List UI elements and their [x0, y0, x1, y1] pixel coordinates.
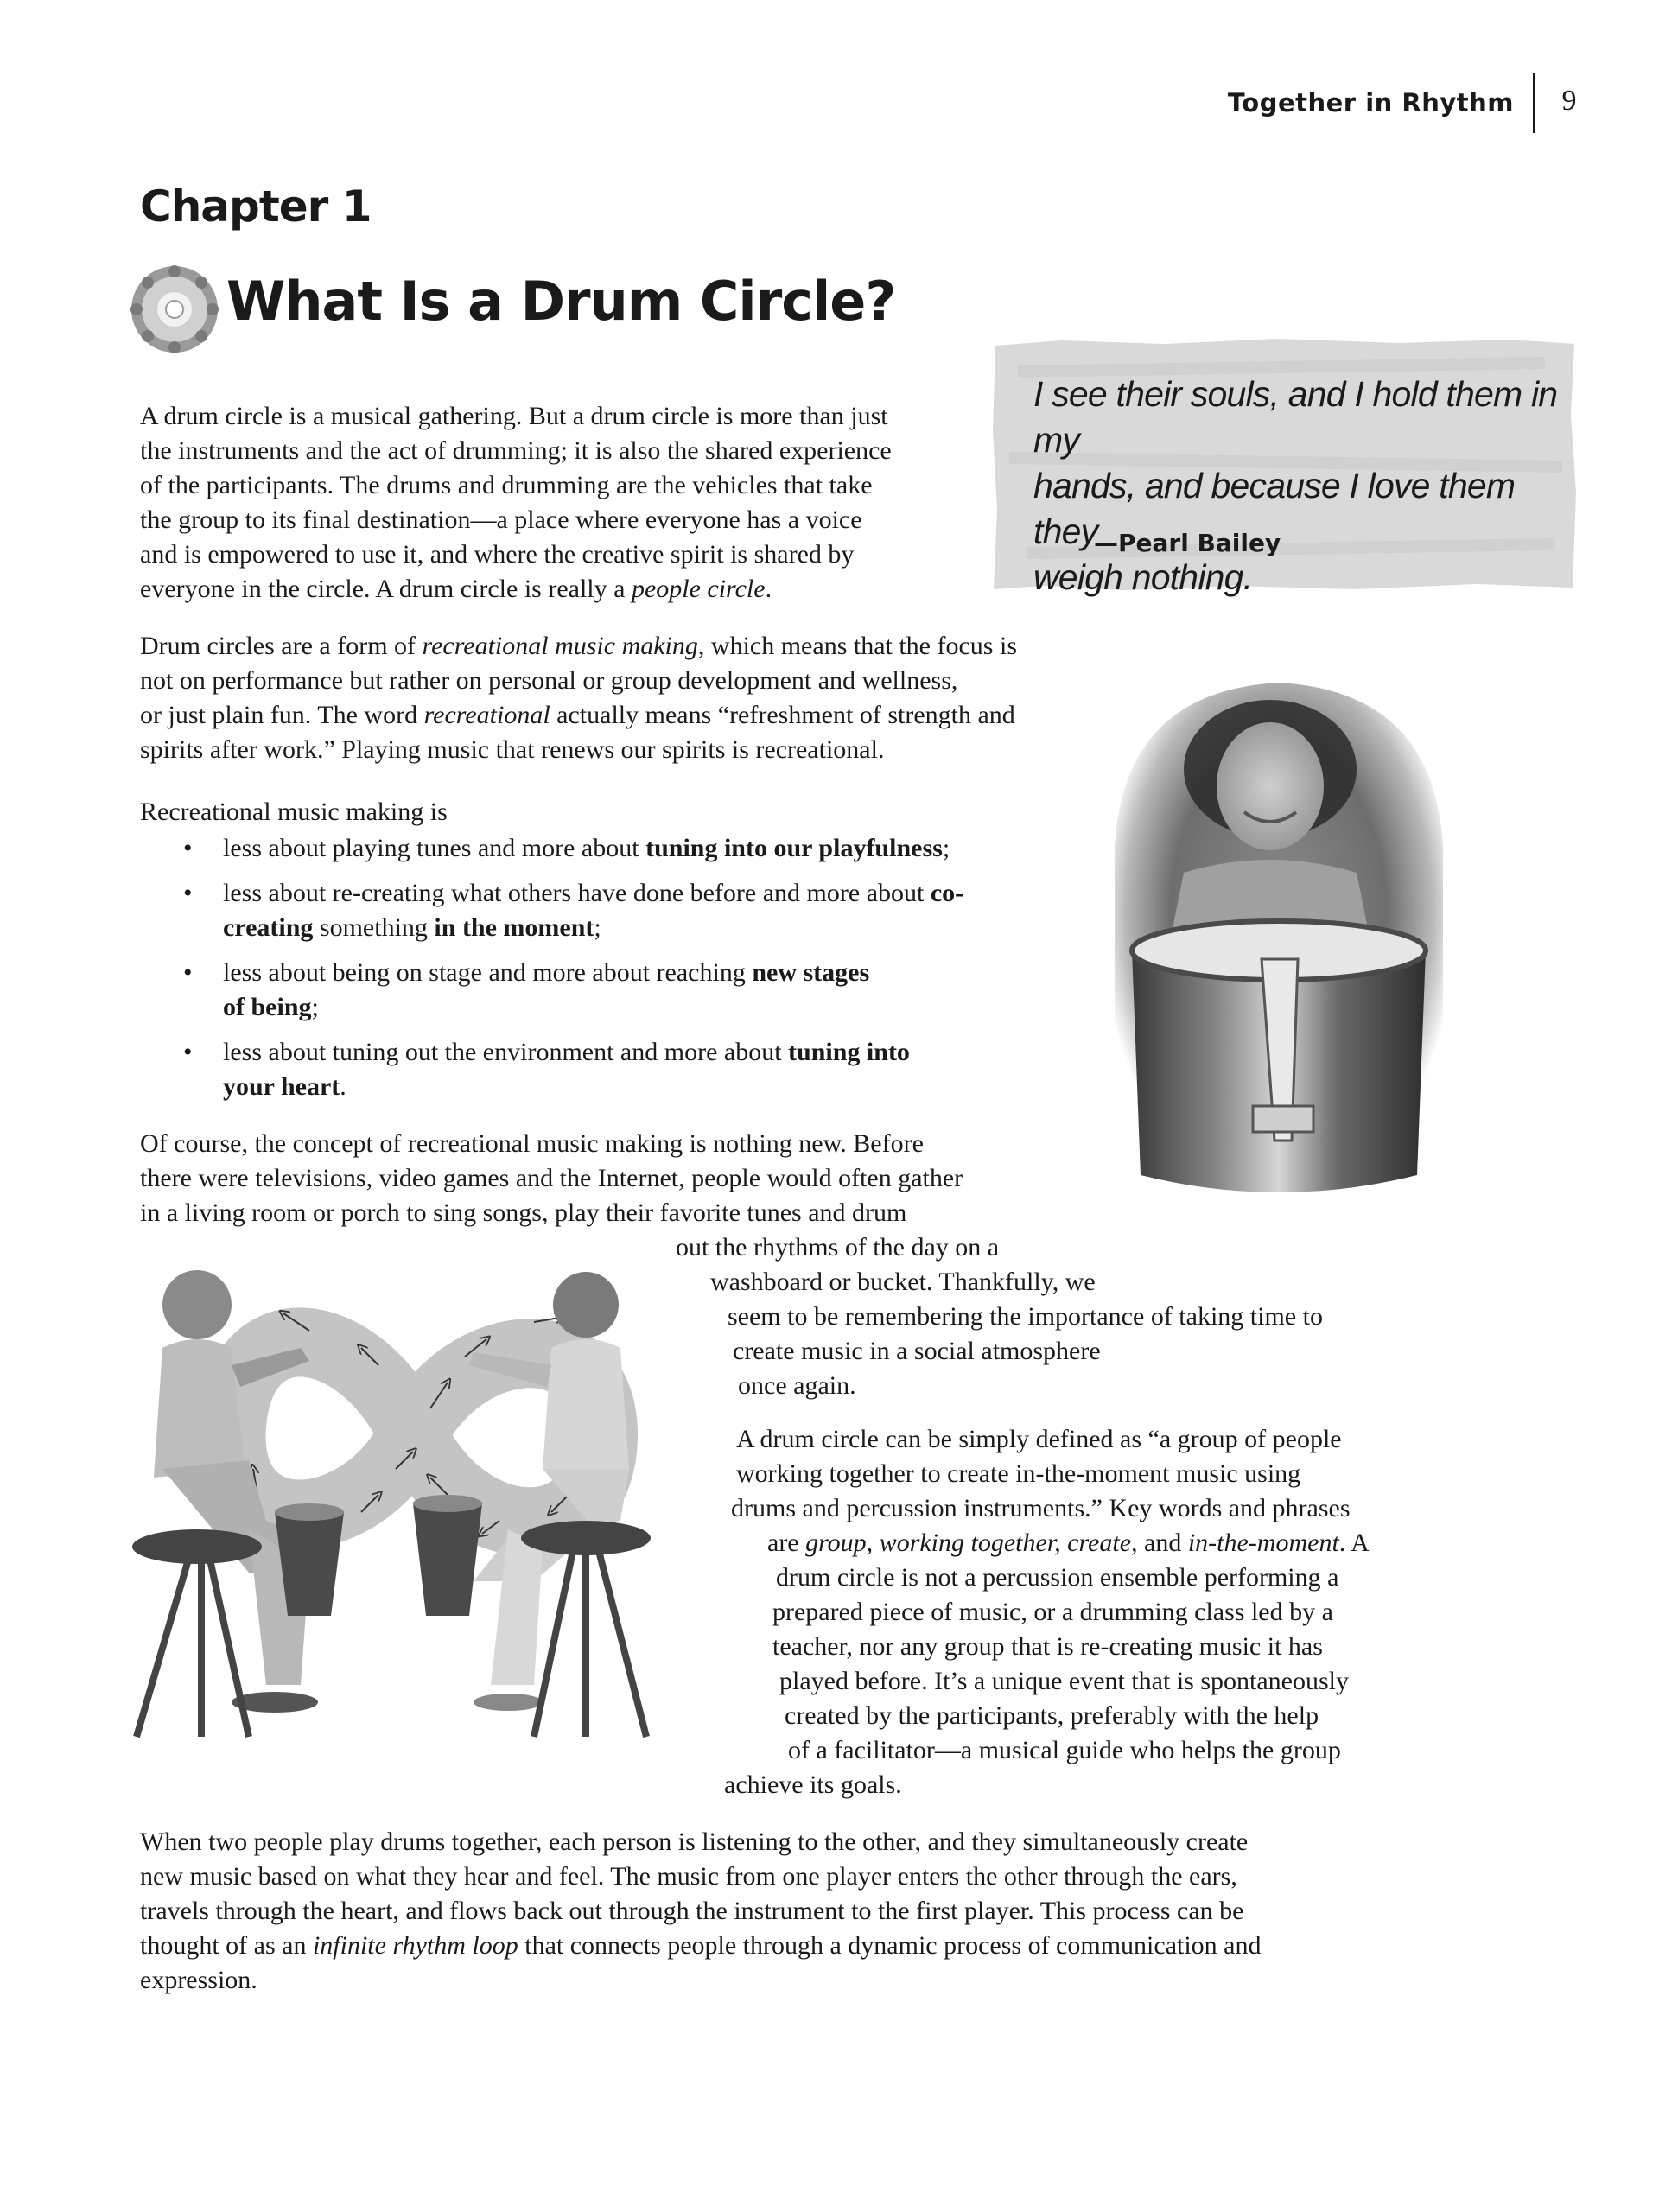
- page-number: 9: [1561, 85, 1577, 117]
- text-run: everyone in the circle. A drum circle is really a: [140, 575, 632, 603]
- emphasis: recreational: [423, 701, 550, 729]
- paragraph-definition: [724, 1422, 1370, 1802]
- text-line: [140, 572, 892, 607]
- text-line: travels through the heart, and flows back out through the instrument to the first player. This process can be: [140, 1897, 1244, 1925]
- text-line: [140, 1929, 1262, 1963]
- running-title: Together in Rhythm: [1227, 88, 1514, 118]
- list-item: [140, 956, 1090, 1025]
- bold-run: creating: [223, 913, 314, 942]
- text-line: created by the participants, preferably with the help: [785, 1701, 1319, 1730]
- text-run: something: [313, 913, 435, 942]
- text-line: achieve its goals.: [724, 1770, 902, 1799]
- text-run: thought of as an: [140, 1931, 313, 1960]
- paragraph-intro: [140, 399, 892, 607]
- bold-run: tuning into: [788, 1038, 910, 1066]
- text-line: [140, 629, 1017, 664]
- text-run: ;: [594, 913, 601, 942]
- text-run: less about tuning out the environment and more about: [223, 1038, 789, 1066]
- text-line: spirits after work.” Playing music that renews our spirits is recreational.: [140, 735, 885, 764]
- text-run: and: [1137, 1529, 1188, 1557]
- list-item: [140, 1035, 1090, 1104]
- bullet-icon: •: [183, 834, 193, 862]
- text-run: actually means “refreshment of strength and: [550, 701, 1015, 729]
- text-line: Of course, the concept of recreational music making is nothing new. Before: [140, 1129, 924, 1158]
- emphasis: in-the-moment: [1187, 1529, 1339, 1557]
- text-line: there were televisions, video games and the Internet, people would often gather: [140, 1164, 963, 1192]
- text-run: Drum circles are a form of: [140, 632, 423, 660]
- emphasis: infinite rhythm loop: [312, 1931, 518, 1960]
- bullet-list: [140, 831, 1090, 1115]
- text-run: or just plain fun. The word: [140, 701, 424, 729]
- emphasis: people circle: [631, 575, 766, 603]
- paragraph-infinite-loop: [140, 1825, 1262, 1998]
- paragraph-recreational: [140, 629, 1017, 767]
- text-line: A drum circle is a musical gathering. But a drum circle is more than just: [140, 402, 888, 430]
- bold-run: co-: [930, 879, 964, 907]
- text-run: are: [767, 1529, 806, 1557]
- text-line: of the participants. The drums and drumming are the vehicles that take: [140, 471, 873, 499]
- running-header: [985, 73, 1590, 133]
- text-line: not on performance but rather on personal or group development and wellness,: [140, 666, 958, 695]
- text-line: [140, 698, 1017, 733]
- text-line: new music based on what they hear and feel. The music from one player enters the other through the ears,: [140, 1862, 1237, 1891]
- paragraph-history-continued: [676, 1230, 1323, 1403]
- text-line: expression.: [140, 1966, 257, 1994]
- bullet-icon: •: [183, 1038, 193, 1066]
- header-divider: [1533, 73, 1535, 133]
- text-line: out the rhythms of the day on a: [676, 1233, 1000, 1262]
- text-line: create music in a social atmosphere: [733, 1337, 1101, 1365]
- list-item: [140, 876, 1090, 945]
- photo-woman-drumming: [1097, 674, 1460, 1210]
- text-line: drum circle is not a percussion ensemble performing a: [776, 1563, 1339, 1592]
- text-line: [736, 1526, 1370, 1560]
- text-line: A drum circle can be simply defined as “a group of people: [736, 1425, 1342, 1453]
- text-run: .: [765, 575, 772, 603]
- list-item: [140, 831, 1090, 866]
- text-line: prepared piece of music, or a drumming class led by a: [772, 1598, 1333, 1626]
- chapter-label: Chapter 1: [140, 181, 372, 232]
- pull-quote: [992, 337, 1578, 597]
- text-line: played before. It’s a unique event that is spontaneously: [779, 1667, 1349, 1695]
- emphasis: recreational music making: [422, 632, 698, 660]
- quote-line: weigh nothing.: [1033, 557, 1253, 597]
- quote-text: [1033, 372, 1560, 601]
- drum-head-icon: [130, 264, 219, 354]
- text-line: the group to its final destination—a place where everyone has a voice: [140, 505, 862, 534]
- text-line: teacher, nor any group that is re-creating music it has: [772, 1632, 1323, 1661]
- text-line: and is empowered to use it, and where the creative spirit is shared by: [140, 540, 855, 569]
- quote-line: I see their souls, and I hold them in my: [1033, 374, 1558, 460]
- text-line: washboard or bucket. Thankfully, we: [710, 1268, 1096, 1296]
- text-line: working together to create in-the-moment music using: [736, 1459, 1301, 1488]
- text-run: , which means that the focus is: [697, 632, 1017, 660]
- text-line: seem to be remembering the importance of taking time to: [728, 1302, 1323, 1331]
- text-line: once again.: [738, 1371, 856, 1400]
- bold-run: of being: [223, 993, 312, 1021]
- text-run: ;: [942, 834, 950, 862]
- text-run: less about playing tunes and more about: [223, 834, 646, 862]
- text-run: ;: [311, 993, 319, 1021]
- text-line: Recreational music making is: [140, 798, 448, 826]
- paragraph-history: [140, 1127, 963, 1230]
- text-run: .: [340, 1072, 346, 1101]
- text-run: . A: [1338, 1529, 1370, 1557]
- bold-run: your heart: [223, 1072, 340, 1101]
- bullet-icon: •: [183, 879, 193, 907]
- bullet-icon: •: [183, 958, 193, 987]
- quote-line: hands, and because I love them they: [1033, 466, 1516, 551]
- text-line: When two people play drums together, each person is listening to the other, and they simultaneously create: [140, 1827, 1249, 1856]
- bold-run: in the moment: [434, 913, 594, 942]
- text-line: of a facilitator—a musical guide who helps the group: [788, 1736, 1341, 1764]
- text-run: that connects people through a dynamic process of communication and: [518, 1931, 1262, 1960]
- bold-run: tuning into our playfulness: [645, 834, 943, 862]
- text-line: drums and percussion instruments.” Key words and phrases: [731, 1494, 1351, 1522]
- bold-run: new stages: [752, 958, 870, 987]
- quote-attribution: —Pearl Bailey: [1094, 529, 1281, 557]
- text-run: less about re-creating what others have done before and more about: [223, 879, 931, 907]
- emphasis: group, working together, create,: [805, 1529, 1138, 1557]
- text-line: in a living room or porch to sing songs, play their favorite tunes and drum: [140, 1198, 907, 1227]
- text-run: less about being on stage and more about reaching: [223, 958, 753, 987]
- photo-two-drummers-infinity-loop: [102, 1236, 724, 1754]
- text-line: the instruments and the act of drumming; it is also the shared experience: [140, 436, 892, 465]
- chapter-title: What Is a Drum Circle?: [226, 270, 896, 333]
- paragraph-list-intro: [140, 795, 448, 830]
